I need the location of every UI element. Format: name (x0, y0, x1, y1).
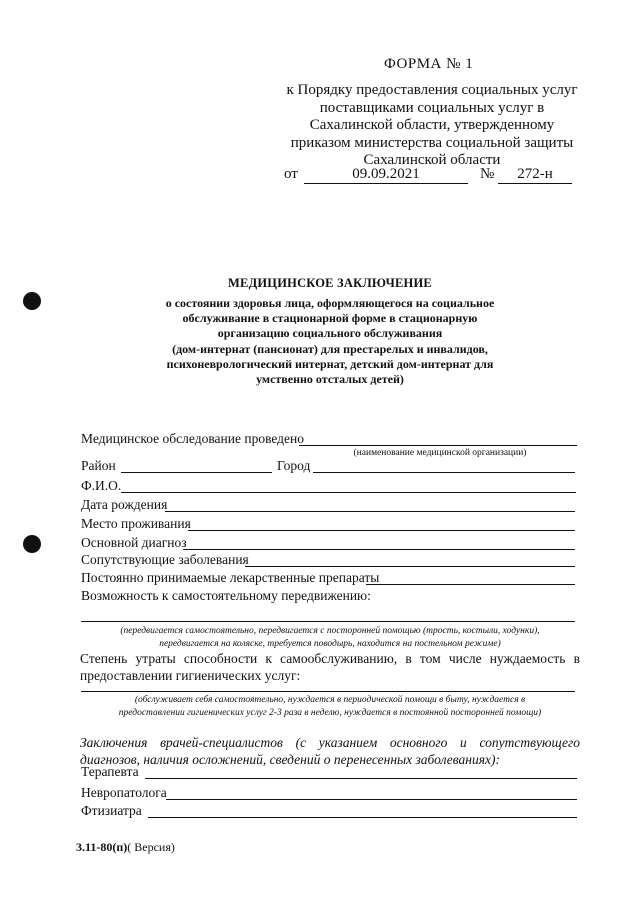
selfcare-hint-line: (обслуживает себя самостоятельно, нуждается в периодической помощи в быту, нуждается в (134, 695, 526, 705)
form-number: ФОРМА № 1 (384, 56, 474, 72)
order-reference (282, 82, 582, 170)
exam-label: Медицинское обследование проведено (81, 431, 305, 446)
footer-version: ( Версия) (127, 840, 175, 854)
birth-label: Дата рождения (81, 497, 168, 512)
mobility-hint-line: (передвигается самостоятельно, передвигается с посторонней помощью (трость, костыли, ходунки), (120, 626, 540, 636)
residence-label: Место проживания (81, 516, 191, 531)
order-line: к Порядку предоставления социальных услуг (286, 82, 578, 98)
city-label: Город (277, 458, 311, 473)
subtitle-line: (дом-интернат (пансионат) для престарелых и инвалидов, (172, 341, 488, 356)
date-prefix: от (284, 166, 298, 182)
order-line: Сахалинской области, утвержденному (309, 117, 555, 133)
phthisio-field[interactable] (148, 817, 577, 818)
mobility-hint-line: передвигается на коляске, требуется поводырь, находится на постельном режиме) (159, 639, 501, 649)
document-title: МЕДИЦИНСКОЕ ЗАКЛЮЧЕНИЕ (228, 276, 432, 290)
subtitle-line: организацию социального обслуживания (217, 326, 443, 341)
footer-code-number: 3.11-80(п) (76, 840, 128, 854)
selfcare-hint-line: предоставлении гигиенических услуг 2-3 раза в неделю, нуждается в постоянной посторонней помощи) (118, 708, 542, 718)
order-line: Сахалинской области (363, 152, 501, 168)
document-subtitle (140, 296, 520, 387)
residence-field[interactable] (188, 530, 575, 531)
therapist-label: Терапевта (81, 764, 139, 779)
order-line: поставщиками социальных услуг в (319, 99, 545, 116)
order-line: приказом министерства социальной защиты (290, 134, 574, 151)
drugs-field[interactable] (366, 584, 575, 585)
punch-hole-top (23, 292, 41, 310)
subtitle-line: умственно отсталых детей) (256, 372, 404, 387)
subtitle-line: психоневрологический интернат, детский дом-интернат для (166, 356, 494, 371)
mobility-label: Возможность к самостоятельному передвижению: (81, 588, 371, 603)
fio-label: Ф.И.О. (81, 478, 122, 493)
mobility-hint (80, 625, 580, 651)
mobility-field[interactable] (81, 621, 575, 622)
diagnosis-label: Основной диагноз (81, 535, 187, 550)
order-date: 09.09.2021 (304, 166, 468, 184)
selfcare-text: Степень утраты способности к самообслуживанию, в том числе нуждаемость в предоставлении гигиенических услуг: (80, 651, 580, 683)
diagnosis-field[interactable] (183, 549, 575, 550)
specialists-text: Заключения врачей-специалистов (с указанием основного и сопутствующего диагнозов, наличия осложнений, сведений о перенесенных заболеваниях): (80, 735, 580, 767)
exam-field[interactable] (299, 445, 577, 446)
number-prefix: № (480, 166, 495, 182)
therapist-field[interactable] (145, 778, 577, 779)
phthisio-label: Фтизиатра (81, 803, 142, 818)
district-field[interactable] (121, 472, 272, 473)
exam-hint: (наименование медицинской организации) (353, 448, 527, 458)
birth-field[interactable] (165, 511, 575, 512)
selfcare-field[interactable] (81, 691, 575, 692)
subtitle-line: о состоянии здоровья лица, оформляющегося на социальное (165, 296, 495, 310)
drugs-label: Постоянно принимаемые лекарственные препараты (81, 570, 380, 585)
selfcare-hint (80, 694, 580, 720)
order-number: 272-н (498, 166, 572, 184)
fio-field[interactable] (121, 492, 576, 493)
neurologist-label: Невропатолога (81, 785, 167, 800)
comorbid-field[interactable] (245, 566, 575, 567)
footer-code (76, 840, 175, 855)
neurologist-field[interactable] (166, 799, 577, 800)
district-label: Район (81, 458, 116, 473)
comorbid-label: Сопутствующие заболевания (81, 552, 249, 567)
punch-hole-bottom (23, 535, 41, 553)
subtitle-line: обслуживание в стационарной форме в стационарную (182, 311, 478, 326)
city-field[interactable] (313, 472, 575, 473)
